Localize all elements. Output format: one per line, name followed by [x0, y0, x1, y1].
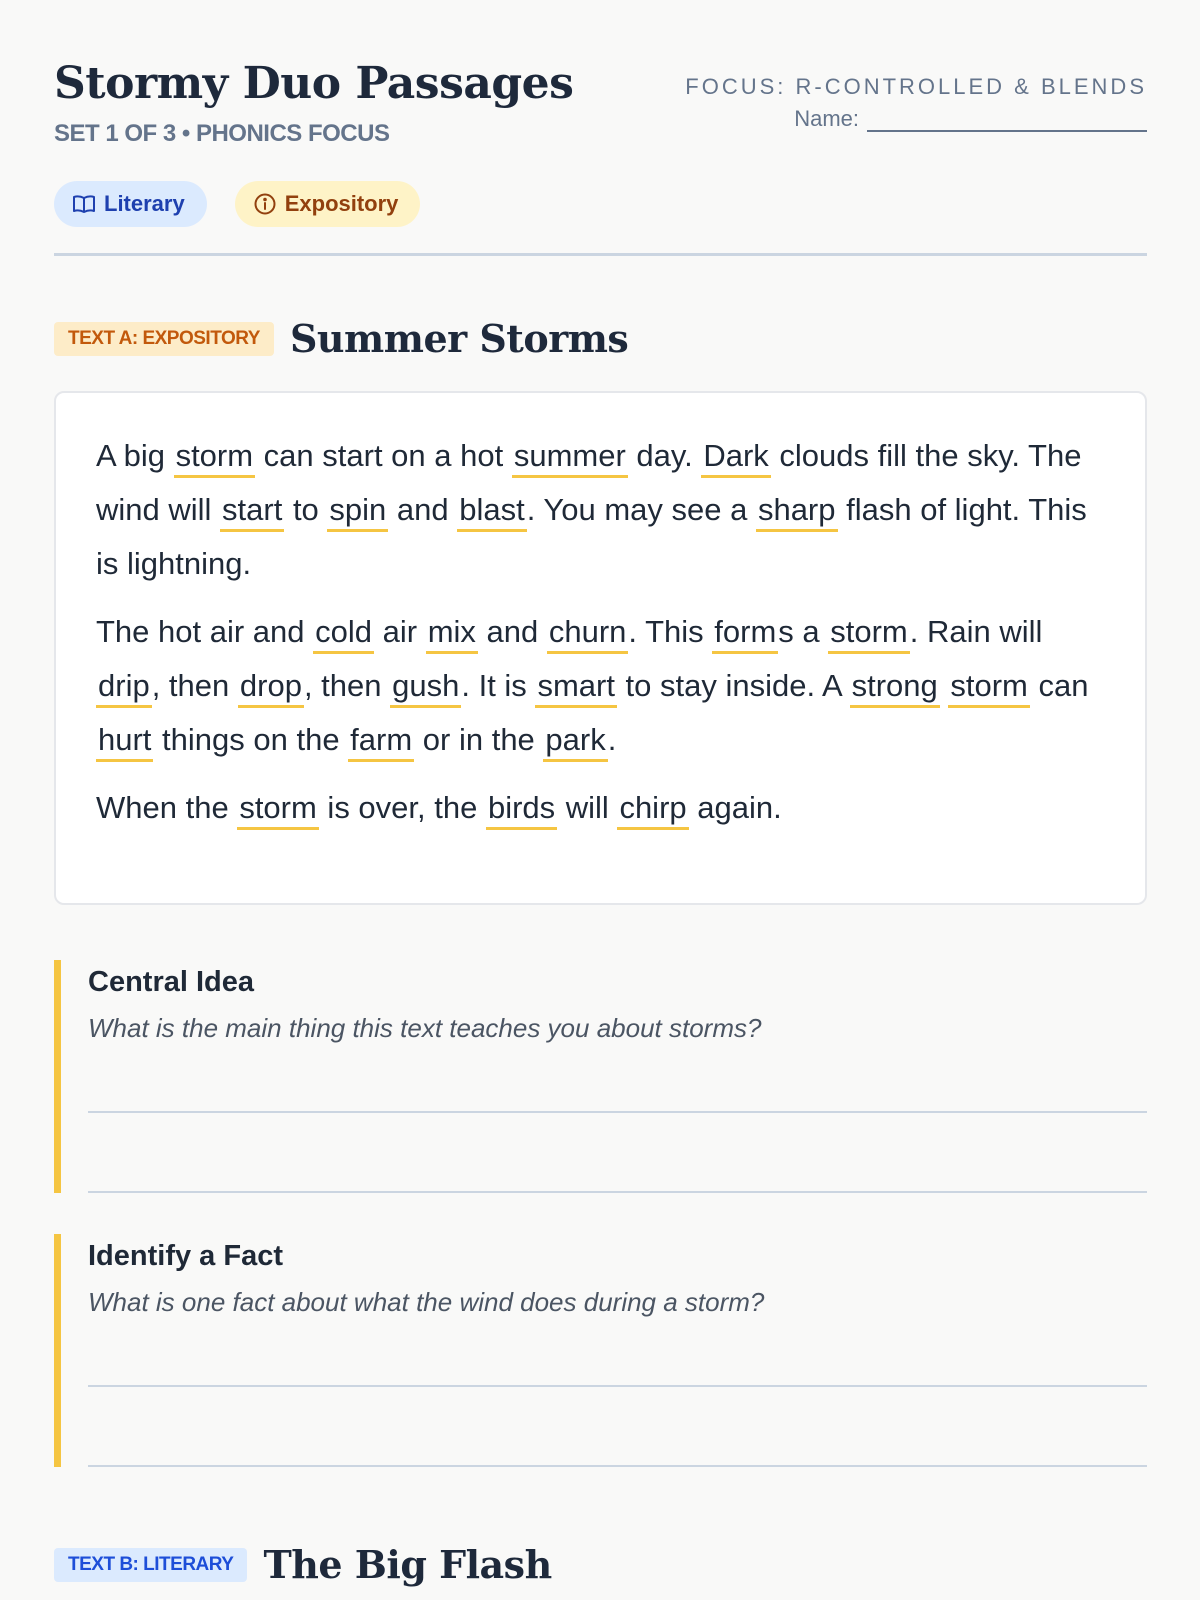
passage-text: clouds fill the sky. The wind will	[96, 438, 1082, 527]
highlighted-word: birds	[486, 790, 557, 830]
passage-text: .	[607, 722, 617, 757]
passage-text: flash of light. This is lightning.	[96, 492, 1087, 581]
worksheet-header	[54, 0, 1147, 150]
question-central-idea	[54, 960, 1147, 1193]
highlighted-word: spin	[327, 492, 388, 532]
highlighted-word: Dark	[701, 438, 770, 478]
answer-line[interactable]	[88, 1191, 1147, 1193]
passage-text: will	[557, 790, 618, 825]
passage-text: A big	[96, 438, 174, 473]
page-subtitle: SET 1 OF 3 • PHONICS FOCUS	[54, 120, 390, 147]
passage-text: to stay inside. A	[616, 668, 850, 703]
question-prompt: What is one fact about what the wind does during a storm?	[88, 1287, 765, 1317]
highlighted-word: storm	[237, 790, 319, 830]
passage-text: day.	[627, 438, 702, 473]
passage-text: . You may see a	[526, 492, 756, 527]
highlighted-word: smart	[535, 668, 617, 708]
info-icon	[253, 192, 277, 216]
passage-paragraph	[96, 781, 1105, 835]
text-b-heading	[54, 1542, 552, 1587]
highlighted-word: park	[543, 722, 607, 762]
highlighted-word: strong	[850, 668, 940, 708]
question-title: Identify a Fact	[88, 1240, 283, 1272]
text-a-label: TEXT A: EXPOSITORY	[54, 322, 274, 356]
text-a-heading	[54, 316, 628, 361]
passage-text: , then	[303, 668, 391, 703]
answer-line[interactable]	[88, 1385, 1147, 1387]
worksheet-page	[54, 0, 1147, 1587]
book-icon	[72, 192, 96, 216]
highlighted-word: storm	[948, 668, 1030, 708]
highlighted-word: sharp	[756, 492, 838, 532]
page-title: Stormy Duo Passages	[54, 58, 574, 109]
passage-text: can start on a hot	[255, 438, 512, 473]
highlighted-word: cold	[313, 614, 374, 654]
header-divider	[54, 253, 1147, 256]
passage-text: things on the	[153, 722, 349, 757]
passage-text: can	[1029, 668, 1089, 703]
question-prompt: What is the main thing this text teaches you about storms?	[88, 1013, 762, 1043]
passage-text: . This	[628, 614, 713, 649]
passage-card	[54, 391, 1147, 905]
passage-text: The hot air and	[96, 614, 314, 649]
passage-text: . It is	[461, 668, 536, 703]
passage-paragraph	[96, 605, 1105, 767]
tag-expository	[235, 181, 421, 227]
text-b-title: The Big Flash	[263, 1542, 552, 1587]
highlighted-word: mix	[426, 614, 478, 654]
name-row	[794, 106, 1147, 132]
highlighted-word: summer	[512, 438, 628, 478]
passage-text: and	[477, 614, 547, 649]
passage-paragraph	[96, 429, 1105, 591]
highlighted-word: storm	[828, 614, 910, 654]
highlighted-word: storm	[174, 438, 256, 478]
answer-line[interactable]	[88, 1111, 1147, 1113]
passage-text: to	[284, 492, 328, 527]
highlighted-word: start	[220, 492, 284, 532]
passage-text: again.	[688, 790, 782, 825]
name-label: Name:	[794, 106, 859, 131]
question-accent-bar	[54, 1234, 61, 1467]
question-title: Central Idea	[88, 966, 254, 998]
highlighted-word: drop	[238, 668, 304, 708]
passage-text: and	[388, 492, 458, 527]
answer-line[interactable]	[88, 1465, 1147, 1467]
passage-text: or in the	[414, 722, 544, 757]
passage-text: s a	[778, 614, 829, 649]
highlighted-word: farm	[348, 722, 414, 762]
passage-text: , then	[151, 668, 238, 703]
text-a-title: Summer Storms	[289, 316, 629, 361]
passage-text: . Rain will	[909, 614, 1043, 649]
question-accent-bar	[54, 960, 61, 1193]
genre-tags	[54, 181, 420, 227]
text-b-label: TEXT B: LITERARY	[54, 1548, 247, 1582]
phonics-focus: FOCUS: R-CONTROLLED & BLENDS	[685, 74, 1147, 99]
highlighted-word: hurt	[96, 722, 153, 762]
passage-text: When the	[96, 790, 238, 825]
highlighted-word: churn	[547, 614, 629, 654]
highlighted-word: gush	[390, 668, 461, 708]
passage-text: is over, the	[318, 790, 486, 825]
highlighted-word: form	[712, 614, 778, 654]
highlighted-word: drip	[96, 668, 152, 708]
highlighted-word: chirp	[617, 790, 688, 830]
tag-literary-label: Literary	[104, 191, 185, 216]
name-blank[interactable]	[867, 110, 1147, 132]
tag-expository-label: Expository	[284, 191, 399, 216]
tag-literary	[54, 181, 207, 227]
question-identify-fact	[54, 1234, 1147, 1467]
highlighted-word: blast	[457, 492, 526, 532]
passage-text: air	[374, 614, 426, 649]
